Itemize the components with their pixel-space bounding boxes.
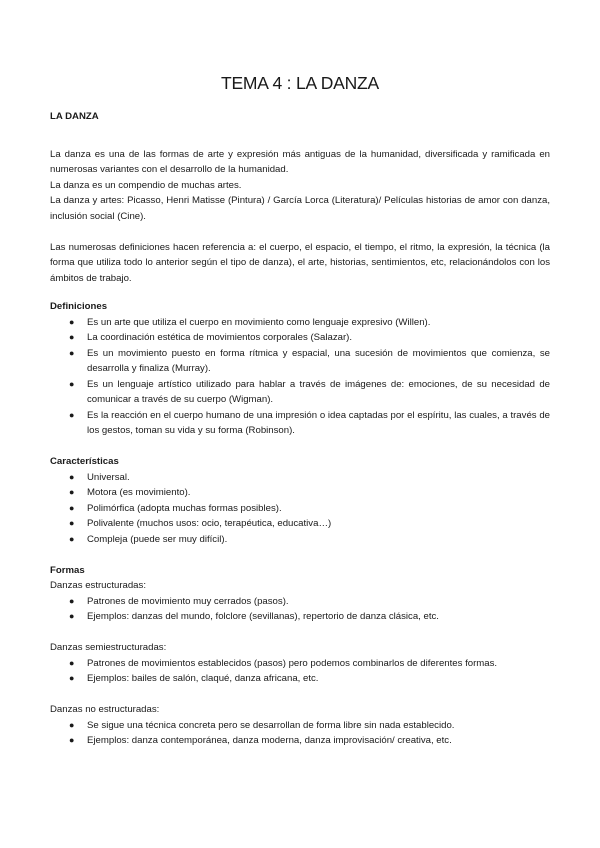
semiestructuradas-list: [50, 656, 550, 687]
intro-paragraph-1: La danza es una de las formas de arte y expresión más antiguas de la humanidad, diversificada y ramificada en numerosas variantes con el desarrollo de la humanidad.: [50, 148, 550, 175]
bullet-icon: ●: [69, 502, 75, 513]
bullet-icon: ●: [69, 611, 75, 621]
list-item: ● Patrones de movimientos establecidos (pasos) pero podemos combinarlos de diferentes formas.: [50, 656, 550, 672]
list-item: ● Ejemplos: danza contemporánea, danza moderna, danza improvisación/ creativa, etc.: [50, 733, 550, 749]
bullet-icon: ●: [69, 533, 75, 544]
bullet-icon: ●: [69, 657, 75, 668]
section-heading-caracteristicas: Características: [50, 456, 119, 467]
section-heading-la-danza: LA DANZA: [50, 111, 99, 122]
list-item: ● Es la reacción en el cuerpo humano de una impresión o idea captadas por el espíritu, las cuales, a través de los gestos, toman su vida y su forma (Robinson).: [69, 409, 550, 436]
intro-paragraph-3: La danza y artes: Picasso, Henri Matisse (Pintura) / García Lorca (Literatura)/ Películas historias de amor con danza, inclusión social (Cine).: [50, 195, 550, 222]
subheading-danzas-semiestructuradas: Danzas semiestructuradas:: [50, 642, 167, 653]
definiciones-list: [50, 315, 550, 439]
bullet-icon: ●: [69, 487, 75, 497]
bullet-icon: ●: [69, 347, 75, 358]
bullet-icon: ●: [69, 595, 75, 606]
bullet-icon: ●: [69, 332, 75, 342]
bullet-icon: ●: [69, 409, 75, 420]
list-item: ● Motora (es movimiento).: [50, 485, 550, 501]
section-heading-definiciones: Definiciones: [50, 301, 108, 312]
list-item: ● Polivalente (muchos usos: ocio, terapéutica, educativa…): [50, 516, 550, 532]
bullet-icon: ●: [69, 378, 75, 389]
bullet-icon: ●: [69, 719, 75, 730]
list-item: ● Universal.: [50, 470, 550, 486]
bullet-icon: ●: [69, 518, 75, 528]
list-item: ● Es un arte que utiliza el cuerpo en movimiento como lenguaje expresivo (Willen).: [50, 315, 550, 331]
intro-paragraph-2: La danza es un compendio de muchas artes.: [50, 179, 242, 191]
list-item: ● Se sigue una técnica concreta pero se desarrollan de forma libre sin nada establecido.: [50, 718, 550, 734]
list-item: ● La coordinación estética de movimientos corporales (Salazar).: [50, 330, 550, 346]
subheading-danzas-estructuradas: Danzas estructuradas:: [50, 580, 146, 591]
estructuradas-list: [50, 594, 550, 625]
list-item: ● Ejemplos: danzas del mundo, folclore (sevillanas), repertorio de danza clásica, etc.: [50, 609, 550, 625]
intro-paragraph-definitions-context: Las numerosas definiciones hacen referencia a: el cuerpo, el espacio, el tiempo, el ritmo, la expresión, la técnica (la forma que utiliza todo lo anterior según el tipo de danza), el arte, historias, sentimientos, etc, relacionándolos con los ámbitos de trabajo.: [50, 241, 550, 284]
list-item: ● Ejemplos: bailes de salón, claqué, danza africana, etc.: [50, 671, 550, 687]
caracteristicas-list: [50, 470, 550, 548]
list-item: ● Patrones de movimiento muy cerrados (pasos).: [50, 594, 550, 610]
list-item: ● Es un lenguaje artístico utilizado para hablar a través de imágenes de: emociones, de su necesidad de comunicar a través de su cuerpo (Wigman).: [69, 378, 550, 405]
page-title: TEMA 4 : LA DANZA: [220, 73, 380, 93]
bullet-icon: ●: [69, 471, 75, 482]
section-heading-formas: Formas: [50, 564, 85, 576]
list-item: ● Compleja (puede ser muy difícil).: [50, 532, 550, 548]
list-item: ● Polimórfica (adopta muchas formas posibles).: [50, 501, 550, 517]
bullet-icon: ●: [69, 735, 75, 745]
bullet-icon: ●: [69, 673, 75, 683]
bullet-icon: ●: [69, 316, 75, 327]
subheading-danzas-no-estructuradas: Danzas no estructuradas:: [50, 704, 160, 715]
list-item: ● Es un movimiento puesto en forma rítmica y espacial, una sucesión de movimientos que comienza, se desarrolla y finaliza (Murray).: [69, 347, 550, 374]
no-estructuradas-list: [50, 718, 550, 749]
